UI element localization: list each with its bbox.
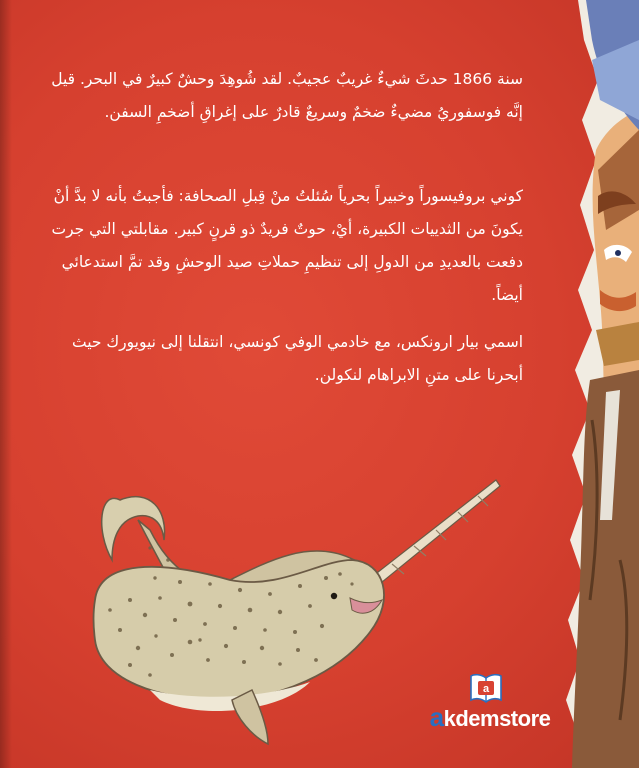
story-paragraph-2 xyxy=(45,180,523,312)
story-paragraph-3 xyxy=(45,326,523,392)
story-paragraph-1-text: سنة 1866 حدثَ شيءٌ غريبٌ عجيبٌ. لقد شُوهِدَ وحشٌ كبيرٌ في البحر. قيل إنَّه فوسفوريُ مضيءٌ ضخمٌ وسريعٌ قادرٌ على إغراقِ أضخمِ السفن. xyxy=(51,70,523,121)
page-spine-shadow xyxy=(0,0,12,768)
story-paragraph-2-text: كوني بروفيسوراً وخبيراً بحرياً سُئلتُ منْ قِبلِ الصحافة: فأجبتُ بأنه لا بدَّ أنْ يكونَ من الثدييات الكبيرة، أيْ، حوتٌ فريدٌ ذو قرنٍ كبير. مقابلتي التي جرت دفعت بالعديدِ من الدولِ إلى تنظيمِ حملاتِ صيد الوحشِ وقد تمَّ استدعائي أيضاً. xyxy=(51,187,523,304)
publisher-logo xyxy=(410,672,570,732)
brand-rest: kdemstore xyxy=(443,706,551,731)
open-book-icon xyxy=(469,672,503,704)
story-paragraph-3-text: اسمي بيار ارونكس، مع خادمي الوفي كونسي، انتقلنا إلى نيويورك حيث أبحرنا على متنِ الابراهام لنكولن. xyxy=(71,333,523,384)
story-paragraph-1 xyxy=(45,63,523,129)
brand-name xyxy=(410,702,570,733)
brand-initial: a xyxy=(429,702,444,732)
man-character-illustration xyxy=(566,0,639,768)
logo-icon-letter: a xyxy=(482,683,490,695)
